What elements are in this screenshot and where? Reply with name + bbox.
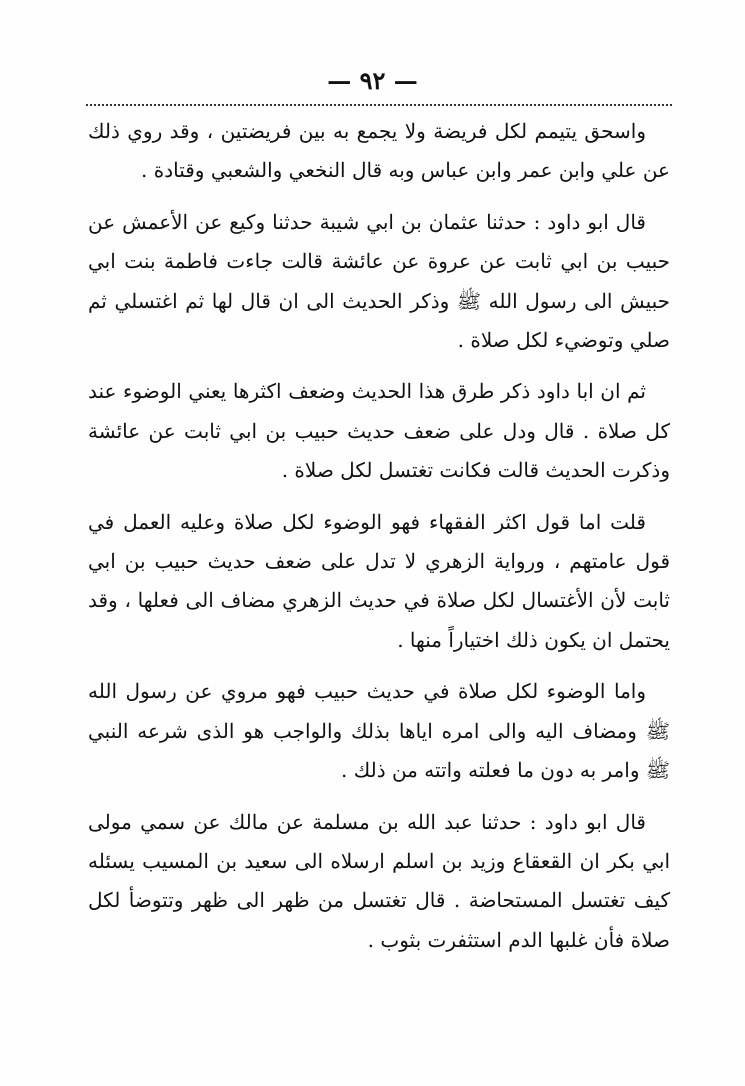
header-divider <box>86 104 672 106</box>
page-number: — ٩٢ — <box>327 66 418 95</box>
page-body <box>88 112 670 960</box>
paragraph-2: قال ابو داود : حدثنا عثمان بن ابي شيبة حدثنا وكيع عن الأعمش عن حبيب بن ابي ثابت عن عروة عن عائشة قالت جاءت فاطمة بنت ابي حبيش الى رسول الله ﷺ وذكر الحديث الى ان قال لها ثم اغتسلي ثم صلي وتوضيء لكل صلاة . <box>88 209 670 353</box>
paragraph-5: واما الوضوء لكل صلاة في حديث حبيب فهو مروي عن رسول الله ﷺ ومضاف اليه والى امره اياها بذلك والواجب هو الذى شرعه النبي ﷺ وامر به دون ما فعلته واتته من ذلك . <box>88 679 670 783</box>
paragraph-3: ثم ان ابا داود ذكر طرق هذا الحديث وضعف اكثرها يعني الوضوء عند كل صلاة . قال ودل على ضعف حديث حبيب بن ابي ثابت عن عائشة وذكرت الحديث قالت فكانت تغتسل لكل صلاة . <box>88 379 670 483</box>
paragraph-1: واسحق يتيمم لكل فريضة ولا يجمع به بين فريضتين ، وقد روي ذلك عن علي وابن عمر وابن عباس وبه قال النخعي والشعبي وقتادة . <box>88 119 670 183</box>
paragraph-6: قال ابو داود : حدثنا عبد الله بن مسلمة عن مالك عن سمي مولى ابي بكر ان القعقاع وزيد بن اسلم ارسلاه الى سعيد بن المسيب يسئله كيف تغتسل المستحاضة . قال تغتسل من ظهر الى ظهر وتتوضأ لكل صلاة فأن غلبها الدم استثفرت بثوب . <box>88 809 670 952</box>
paragraph-4: قلت اما قول اكثر الفقهاء فهو الوضوء لكل صلاة وعليه العمل في قول عامتهم ، ورواية الزهري لا تدل على ضعف حديث حبيب بن ابي ثابت لأن الأغتسال لكل صلاة في حديث الزهري مضاف الى فعلها ، وقد يحتمل ان يكون ذلك اختياراً منها . <box>88 509 670 652</box>
